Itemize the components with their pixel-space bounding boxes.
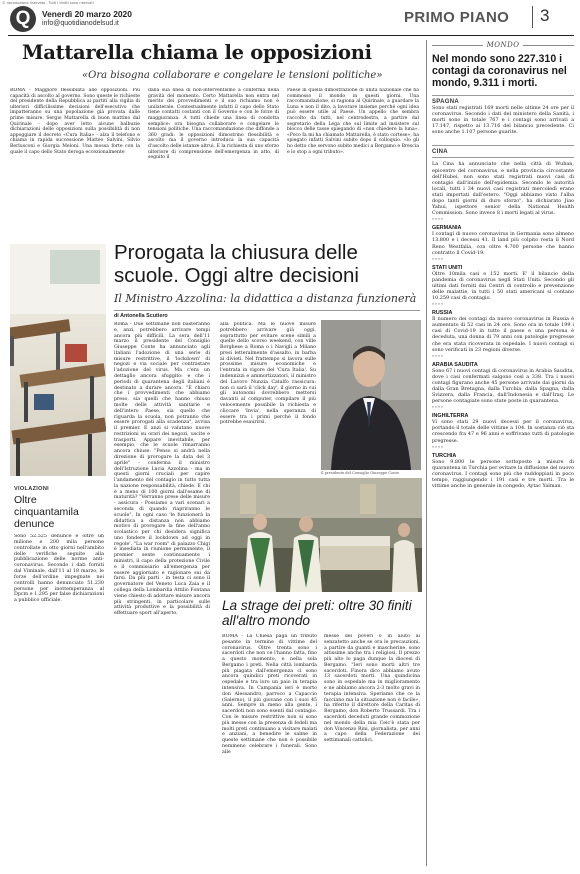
separator-stars: ****: [432, 256, 444, 262]
classroom-illustration: [10, 244, 106, 476]
separator-stars: ****: [432, 217, 444, 223]
germania-title: GERMANIA: [432, 225, 462, 232]
photo-empty-classroom: [10, 244, 106, 476]
spagna-text: Sono stati registrati 169 morti nelle ultime 24 ore per il coronavirus. Secondo i dati del ministero della Sanità, i morti sono in totale 767 e i contagi sono arrivati a 17.147, rispetto ai 13.716 del bilancio precedente. Ci sono anche 1.107 persone guarite.: [432, 105, 574, 136]
violazioni-box: [14, 486, 104, 604]
inghilterra-text: Vi sono stati 29 nuovi decessi per il coronavirus, portando il totale delle vittime a 104. In sostanza ciò sta crescendo fra 47 e 96 anni e soffrivano tutti di patologie pregresse.: [432, 419, 574, 444]
separator-stars: ****: [432, 405, 444, 411]
copyright-notice: © riproduzione riservata - Tutti i diritti sono riservati: [2, 1, 94, 5]
usa-title: STATI UNITI: [432, 264, 463, 271]
logo-letter: Q: [15, 8, 31, 29]
newspaper-logo: [10, 6, 36, 32]
header-rule: [8, 35, 574, 36]
school-column-1: Roma - Due settimane non basteranno e, anzi, potrebbero arrivare tempi ancora più difficili. La sera dell'11 marzo il presidente del Consiglio Giuseppe Conte ha annunciato agli italiani l'adozione di una serie di misure restrittive, il 'lockdown' di negozi e via sociale per contrastare l'adozione del virus. Ma c'era un dettaglio ancora sfuggito: e che i periodi di quarantena degli italiani è destinato a durare ancora. "È chiaro che i provvedimenti che abbiamo preso, sia quelli che hanno chiuso molte delle attività sanitarie e dell'intero Paese, sia quello che riguarda la scuola, non potranno che essere prorogati alla scadenza", avvisa il premier. E anzi si valutano nuove restrizioni su orari dei negozi, uscite e trasporti. Appare inevitabile, per esempio, che le scuole rimarranno ancora chiuse: "Penso si andrà nella direzione di prorogare la data del 3 aprile" - conferma il ministro dell'Istruzione Lucia Azzolina - ma in questi giorni cruciali per capire l'andamento del contagio in tutto tutta la nazione responsabilità, chiede. E chi è a meno di 100 giorni dall'esame di maturità? "Verranno prese delle misure - assicura - Possiamo a vari scenari a seconda di quando riapriranno le scuole". In ogni caso 'le funzionerà la didattica a distanza non abbiamo motivo di prorogare la fine dell'anno scolastico per chi desidera significa uno fondere il lockdown ad oggi in regole'. "La war room" di palazzo Chigi è insediata in riunione permanente, il premier sente continuamente i ministri, il capo della protezione Civile e il commissario all'emergenza per essere aggiornato e ragionare sui da farsi. Da più parti - in testa ci sono il governatore del Veneto Luca Zaia e il collega della Lombardia Attilio Fontana viene chiesto di adottare misure ancora più stringenti, in particolare sulle attività produttive e la possibilità di effettuare sport all'aperto.: [114, 322, 210, 617]
contact-email: info@quotidianodelsud.it: [42, 20, 119, 27]
priests-column-2: messe dei poveri o in aiuto ai senzatetto anche se ora le precauzioni, a partire da guanti e mascherine, sono altissime anche tra i religiosi. Il prezzo più alto lo paga dunque la diocesi di Bergamo. "Ieri sono morti altri tre sacerdoti. Finora dico abbiamo avuto 13 sacerdoti morti. Una quindicina sono in ospedale ma in miglioramento e ne abbiamo ancora 2-3 molto gravi in terapia intensiva. Speriamo che ce la facciano ma la situazione non è facile», ha riferito il direttore della Caritas di Bergamo, don Roberto Trussardi. Tra i sacerdoti deceduti grande commozione nel mondo della mia Ceic'è stata per don Vincenzo Rini, giornalista, per anni a capo della Federazione dei settimanali cattolici.: [324, 634, 420, 744]
russia-text: Il numero dei contagi da nuovo coronavirus in Russia è aumentato di 52 casi in 24 ore. Sono ora in totale 199 i casi di Covid-19 in tutto il paese e una persona è deceduta, una donna di 79 anni con patologie pregresse che era stata ricoverata in ospedale. I nuovi contagi si sono verificati in 23 regioni diverse.: [432, 316, 574, 353]
mondo-sidebar: [432, 41, 574, 871]
mondo-label: MONDO: [486, 41, 520, 49]
violazioni-headline: Oltre cinquantamila denunce: [14, 494, 79, 530]
lead-headline: Mattarella chiama le opposizioni: [22, 41, 372, 64]
school-subheadline: Il Ministro Azzolina: la didattica a distanza funzionerà: [114, 292, 417, 305]
separator-stars: ****: [432, 353, 444, 359]
photo-priests-mass: [220, 478, 422, 592]
germania-text: I contagi di nuovo coronavirus in Germania sono almeno 13.800 e i decessi 41. Il land più colpito resta il Nord Reno Westfalia, con oltre 4.700 persone che hanno contratto il Covid-19.: [432, 231, 574, 256]
school-headline: Prorogata la chiusura delle scuole. Oggi altre decisioni: [114, 241, 359, 287]
turchia-text: Sono 9.800 le persone sottoposte a misure di quarantena in Turchia per evitare la diffusione del nuovo coronavirus. I contagi sono più che raddoppiati in poco tempo, raggiungendo i 191 casi e tre morti. Tra le vittime anche in generale in congedo, Aytac Yalman.: [432, 458, 574, 490]
spagna-title: SPAGNA: [432, 99, 460, 105]
sidebar-divider: [426, 40, 427, 866]
separator-stars: ****: [432, 302, 444, 308]
school-byline: di Antonella Scutiero: [114, 313, 168, 319]
school-rule: [114, 310, 420, 311]
page-number: 3: [540, 6, 550, 25]
issue-date: Venerdì 20 marzo 2020: [42, 9, 132, 19]
header-divider: [532, 6, 533, 28]
separator-stars: ****: [432, 444, 444, 450]
church-illustration: [220, 478, 422, 592]
section-title: PRIMO PIANO: [404, 9, 510, 26]
cina-title: CINA: [432, 149, 448, 156]
lead-subheadline: «Ora bisogna collaborare e congelare le tensioni politiche»: [82, 70, 383, 81]
lead-column-3: Paese in quella dimostrazione di unità nazionale che ha commosso il mondo in questi giorni. Una raccomandazione, si ragiona al Quirinale, a guardare la Luna e non il dito, a lavorare insieme perché ogni idea può essere utile al Paese. Un appello che sembra raccolto da tutti, nel centrodestra, a partire dal segretario della Lega che sul limite ad insistere sul blocco delle tasse spiegando di «non chiedere la luna». «Poco fa mi ha chiamato Mattarella, è stato cortese», ha spiegato infatti Salvini subito dopo il colloquio. «Io gli ho detto che servono subito medici a Bergamo e Brescia e lo stop a ogni tributo».: [287, 88, 419, 155]
priests-headline: La strage dei preti: oltre 30 finiti all'altro mondo: [222, 598, 412, 628]
turchia-title: TURCHIA: [432, 452, 457, 459]
lead-column-1: ROMA - Maggiore flessibilità alle opposizioni. Più capacità di ascolto al governo. Sono queste le richieste del presidente della Repubblica ai partiti alla vigilia di ulteriori difficilissime decisioni dell'esecutivo che impatteranno su una popolazione già provata dalle prime misure. Sergio Mattarella di buon mattino dal Quirinale - dopo aver letto alcune balbuzie dichiarazioni delle opposizioni sulla possibilità di non appoggiare il decreto «Cura Italia» - alza il telefono e chiama in rapida successione Matteo Salvini, Silvio Berlusconi e Giorgia Meloni. Una mossa forte con la quale il capo dello Stato deroga eccezionalmente: [10, 88, 140, 155]
photo-giuseppe-conte: [321, 320, 421, 470]
arabia-title: ARABIA SAUDITA: [432, 361, 478, 368]
arabia-text: Sono 67 i nuovi contagi di coronavirus in Arabia Saudita, dove i casi confermati salgono così a 338. Tra i nuovi contagi figurano anche 45 persone arrivate dai giorni da dalla Gran Bretagna, dalla Turchia, dalla Spagna, dalla Svizzera, dalla Francia, dall'Indonesia e dall'Iraq. Le persone contagiate sono state poste in quarantena.: [432, 367, 574, 405]
inghilterra-title: INGHILTERRA: [432, 413, 469, 420]
usa-text: Oltre 10mila casi e 152 morti. E' il bilancio della pandemia di coronavirus negli Stati Uniti. Secondo gli ultimi dati forniti dai Centri di controllo e prevenzione delle malattie, in tutti i 50 stati americani si contano 10.259 casi di contagio.: [432, 270, 574, 302]
violazioni-kicker: VIOLAZIONI: [14, 486, 50, 492]
conte-photo-caption: Il presidente del Consiglio Giuseppe Conte: [321, 471, 400, 475]
cina-text: La Cina ha annunciato che nella città di Wuhan, epicentro del coronavirus, e nella provincia circostante dell'Hubei, non sono stati registrati nuovi casi di contagio dall'inizio dell'epidemia. Secondo le autorità locali, tutti i 34 nuovi casi registrati mercoledì erano stati importati dall'estero. "Oggi abbiamo visto l'alba dopo tanti giorni di duro sforzo", ha dichiarato Jiao Yahui, ispettore senior della National Health Commission. Sono invece 8 i morti legati al virus.: [432, 161, 574, 217]
russia-title: RUSSIA: [432, 310, 453, 317]
violazioni-text: Sono 52.525 denunce e oltre un milione e 200 mila persone controllate in otto giorni nell'ambito delle verifiche seguite alla pubblicazione delle norme anti-coronavirus. Secondo i dati forniti dal Viminale, dall'11 al 18 marzo, le forze dell'ordine impegnate nei controlli hanno denunciato 51.230 persone per inottemperanza al Dpcm e 1.295 per false dichiarazioni a pubblico ufficiale.: [14, 534, 104, 604]
portrait-illustration: [321, 320, 421, 470]
school-column-2: alla politica. Ma le nuove misure potrebbero arrivare già oggi, soprattutto per evitare scene simili a quelle dello scorso weekend, con ville Borghese a Roma o i Navigli a Milano presi letteralmente d'assalto, in barba ai divieti. Nel frattempo si lavora sulle prossime misure economiche e l'entrata in vigore del 'Cura Italia'. Su indennizzi e ammortizzatori, il ministro del Lavoro Nunzia Catalfo rassicura: non ci sarà il 'click day', il giorno in cui gli autonomi dovrebbero mettersi davanti al computer, compilare il più velocemente possibile la richiesta e cliccare 'Invia', nella speranza di essere tra i primi perché il fondo potrebbe esaurirsi.: [220, 322, 316, 426]
priests-column-1: ROMA - La Chiesa paga un tributo pesante in termine di vittime del coronavirus. Oltre trenta sono i sacerdoti che non ce l'hanno fatta, fino a questo momento, e nella sola Bergamo i preti. Nella città lombarda più piagata dall'emergenza ci sono ancora quindici preti ricoverati in ospedale e tra loro un paio in terapia intensiva. In Campania ieri è morto don Alessandro, parroco a Capaccio (Salerno), il più giovane con i suoi 45 anni. Sempre in meno alla gente, i sacerdoti non sono esenti dal contagio. Con le misure restrittive non si sono più messe con la presenza di fedeli ma molti preti continuano a visitare malati e anziani, a benedire le salme in queste settimane che non è possibile nemmeno celebrare i funerali. Sono alle: [222, 634, 317, 755]
mondo-headline: Nel mondo sono 227.310 i contagi da coronavirus nel mondo, 9.311 i morti.: [432, 53, 567, 89]
lead-column-2: dalla sua linea di non-interventismo a conferma della gravità del momento. Certo Mattarella non entra nel merito dei provvedimenti e il suo richiamo non è unilaterale. Contestualmente infatti il capo dello Stato tiene contatti costanti con il Governo e con le forze di maggioranza. A tutti chiede una linea di condotta semplice: ora bisogna collaborare e congelare le tensioni politiche. Una raccomandazione che diffonde a 360 gradi: le opposizioni dimostrino flessibilità e ascolto ma il governo introduca la sua capacità d'ascolto delle istanze altrui. E la richiesta di uno sforzo ulteriore di comprensione dell'emergenza in atto, di seguito il: [148, 88, 279, 161]
mondo-label-row: [432, 41, 574, 49]
